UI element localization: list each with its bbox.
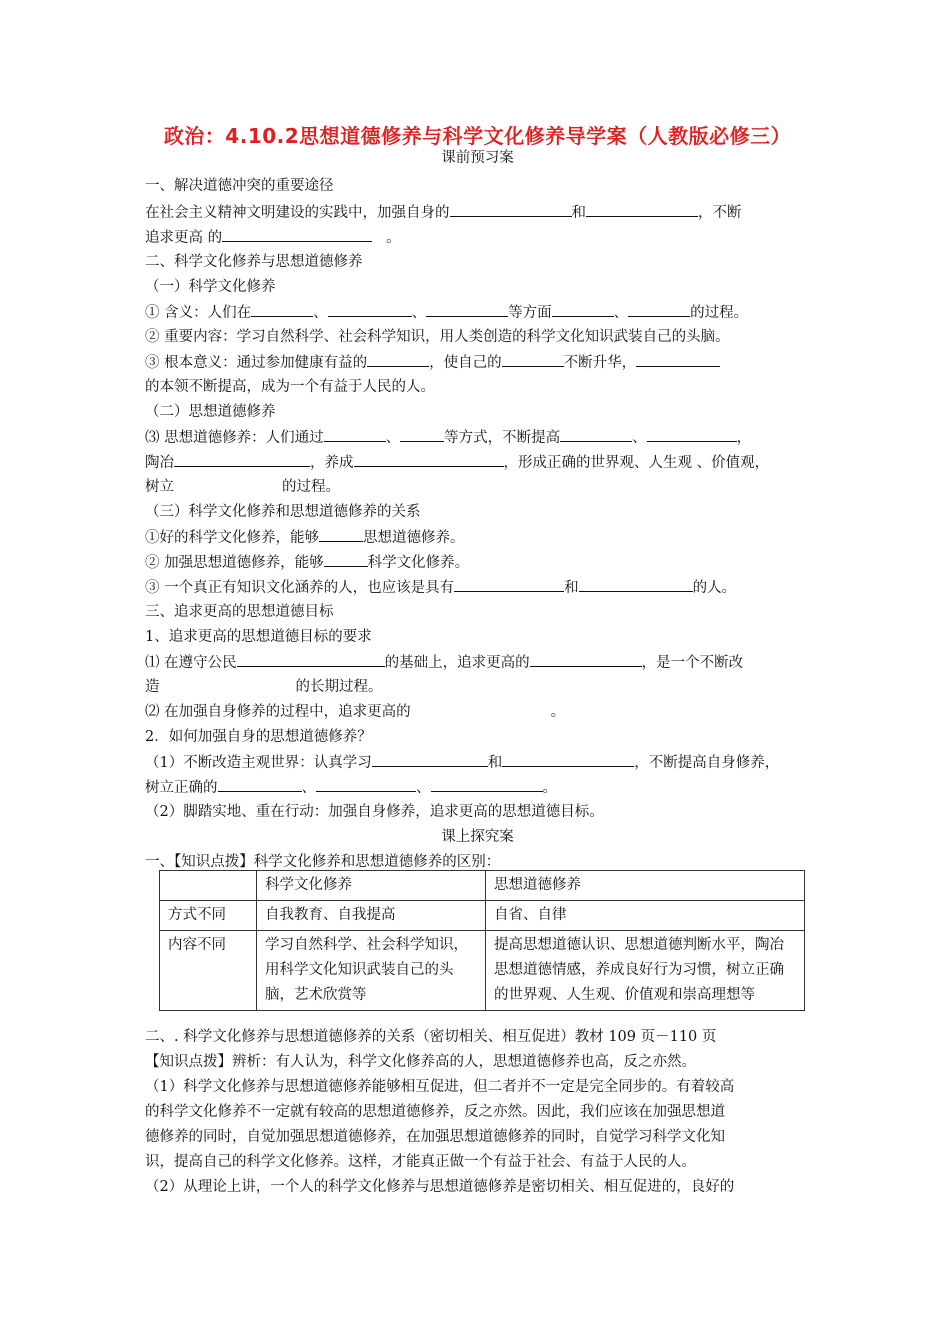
fill-blank[interactable] <box>400 427 444 442</box>
significance-line-2: 的本领不断提高，成为一个有益于人民的人。 <box>145 379 435 395</box>
subsection-heading: 1、追求更高的思想道德目标的要求 <box>145 629 372 645</box>
relation-line: ③ 一个真正有知识文化涵养的人，也应该是具有 和 的人。 <box>145 577 810 598</box>
fill-blank[interactable] <box>237 652 385 667</box>
fill-blank[interactable] <box>552 302 614 317</box>
section1-heading: 一、解决道德冲突的重要途径 <box>145 178 334 194</box>
table-row <box>160 931 805 1011</box>
fill-blank[interactable] <box>222 227 372 242</box>
section-heading-inclass: 课上探究案 <box>441 829 514 845</box>
analysis-line: 德修养的同时，自觉加强思想道德修养，在加强思想道德修养的同时，自觉学习科学文化知 <box>145 1129 725 1145</box>
requirement-line-2: 造 的长期过程。 <box>145 679 383 695</box>
subsection-heading: （一）科学文化修养 <box>145 279 276 295</box>
relation-heading: 二、. 科学文化修养与思想道德修养的关系（密切相关、相互促进）教材 109 页－110 页 <box>145 1029 717 1045</box>
table-row <box>160 901 805 931</box>
analysis-line: 的科学文化修养不一定就有较高的思想道德修养，反之亦然。因此，我们应该在加强思想道 <box>145 1104 725 1120</box>
section1-line2: 追求更高 的 。 <box>145 227 810 248</box>
table-row-label: 内容不同 <box>160 931 257 1011</box>
fill-blank[interactable] <box>174 452 310 467</box>
moral-definition-line-3: 树立 的过程。 <box>145 479 340 495</box>
table-cell: 学习自然科学、社会科学知识，用科学文化知识武装自己的头脑，艺术欣赏等 <box>257 931 486 1011</box>
subsection-heading: （三）科学文化修养和思想道德修养的关系 <box>145 504 421 520</box>
table-row-label: 方式不同 <box>160 901 257 931</box>
fill-blank[interactable] <box>454 577 564 592</box>
content-line: ② 重要内容：学习自然科学、社会科学知识，用人类创造的科学文化知识武装自己的头脑。 <box>145 329 730 345</box>
fill-blank[interactable] <box>218 777 302 792</box>
fill-blank[interactable] <box>319 527 363 542</box>
moral-definition-line-2: 陶冶 ，养成 ，形成正确的世界观、人生观 、价值观， <box>145 452 810 473</box>
fill-blank[interactable] <box>426 302 508 317</box>
fill-blank[interactable] <box>450 202 572 217</box>
section1-line1: 在社会主义精神文明建设的实践中，加强自身的 和 ，不断 <box>145 202 810 223</box>
analysis-line: （1）科学文化修养与思想道德修养能够相互促进，但二者并不一定是完全同步的。有着较高 <box>145 1079 735 1095</box>
table-cell <box>160 871 257 901</box>
fill-blank[interactable] <box>502 352 564 367</box>
fill-blank[interactable] <box>367 352 429 367</box>
method-line: （1）不断改造主观世界：认真学习 和 ，不断提高自身修养， <box>145 752 810 773</box>
fill-blank[interactable] <box>372 752 488 767</box>
comparison-heading: 一、【知识点拨】科学文化修养和思想道德修养的区别： <box>145 854 501 870</box>
method-line-3: （2）脚踏实地、重在行动：加强自身修养，追求更高的思想道德目标。 <box>145 804 604 820</box>
table-cell: 自省、自律 <box>486 901 805 931</box>
fill-blank[interactable] <box>324 427 386 442</box>
subsection-heading: （二）思想道德修养 <box>145 404 276 420</box>
significance-line: ③ 根本意义：通过参加健康有益的 ，使自己的 不断升华， <box>145 352 810 373</box>
fill-blank[interactable] <box>324 552 368 567</box>
fill-blank[interactable] <box>354 452 504 467</box>
definition-line: ① 含义：人们在 、 、 等方面 、 的过程。 <box>145 302 810 323</box>
relation-line: ② 加强思想道德修养，能够 科学文化修养。 <box>145 552 810 573</box>
table-cell: 提高思想道德认识、思想道德判断水平，陶冶思想道德情感，养成良好行为习惯，树立正确的世界观、人生观、价值观和崇高理想等 <box>486 931 805 1011</box>
section2-heading: 二、科学文化修养与思想道德修养 <box>145 254 363 270</box>
requirement-line-3: ⑵ 在加强自身修养的过程中，追求更高的 。 <box>145 704 566 720</box>
moral-definition-line: ⑶ 思想道德修养：人们通过 、 等方式，不断提高 、 ， <box>145 427 810 448</box>
section3-heading: 三、追求更高的思想道德目标 <box>145 604 334 620</box>
subsection-heading: 2．如何加强自身的思想道德修养？ <box>145 729 372 745</box>
fill-blank[interactable] <box>560 427 632 442</box>
fill-blank[interactable] <box>636 352 720 367</box>
fill-blank[interactable] <box>647 427 737 442</box>
fill-blank[interactable] <box>502 752 634 767</box>
method-line-2: 树立正确的 、 、 。 <box>145 777 810 798</box>
table-row <box>160 871 805 901</box>
comparison-table <box>159 870 805 1011</box>
table-header-cell: 科学文化修养 <box>257 871 486 901</box>
fill-blank[interactable] <box>579 577 693 592</box>
analysis-line: （2）从理论上讲，一个人的科学文化修养与思想道德修养是密切相关、相互促进的，良好的 <box>145 1179 735 1195</box>
requirement-line: ⑴ 在遵守公民 的基础上，追求更高的 ，是一个不断改 <box>145 652 810 673</box>
table-cell: 自我教育、自我提高 <box>257 901 486 931</box>
fill-blank[interactable] <box>251 302 313 317</box>
fill-blank[interactable] <box>431 777 543 792</box>
analysis-line: 识，提高自己的科学文化修养。这样，才能真正做一个有益于社会、有益于人民的人。 <box>145 1154 696 1170</box>
document-title: 政治：4.10.2思想道德修养与科学文化修养导学案（人教版必修三） <box>163 124 792 148</box>
fill-blank[interactable] <box>530 652 642 667</box>
fill-blank[interactable] <box>328 302 412 317</box>
table-header-cell: 思想道德修养 <box>486 871 805 901</box>
section-heading-preview: 课前预习案 <box>441 150 514 166</box>
fill-blank[interactable] <box>316 777 416 792</box>
analysis-line: 【知识点拨】辨析：有人认为，科学文化修养高的人，思想道德修养也高，反之亦然。 <box>145 1054 696 1070</box>
fill-blank[interactable] <box>628 302 690 317</box>
relation-line: ①好的科学文化修养，能够 思想道德修养。 <box>145 527 810 548</box>
fill-blank[interactable] <box>586 202 698 217</box>
